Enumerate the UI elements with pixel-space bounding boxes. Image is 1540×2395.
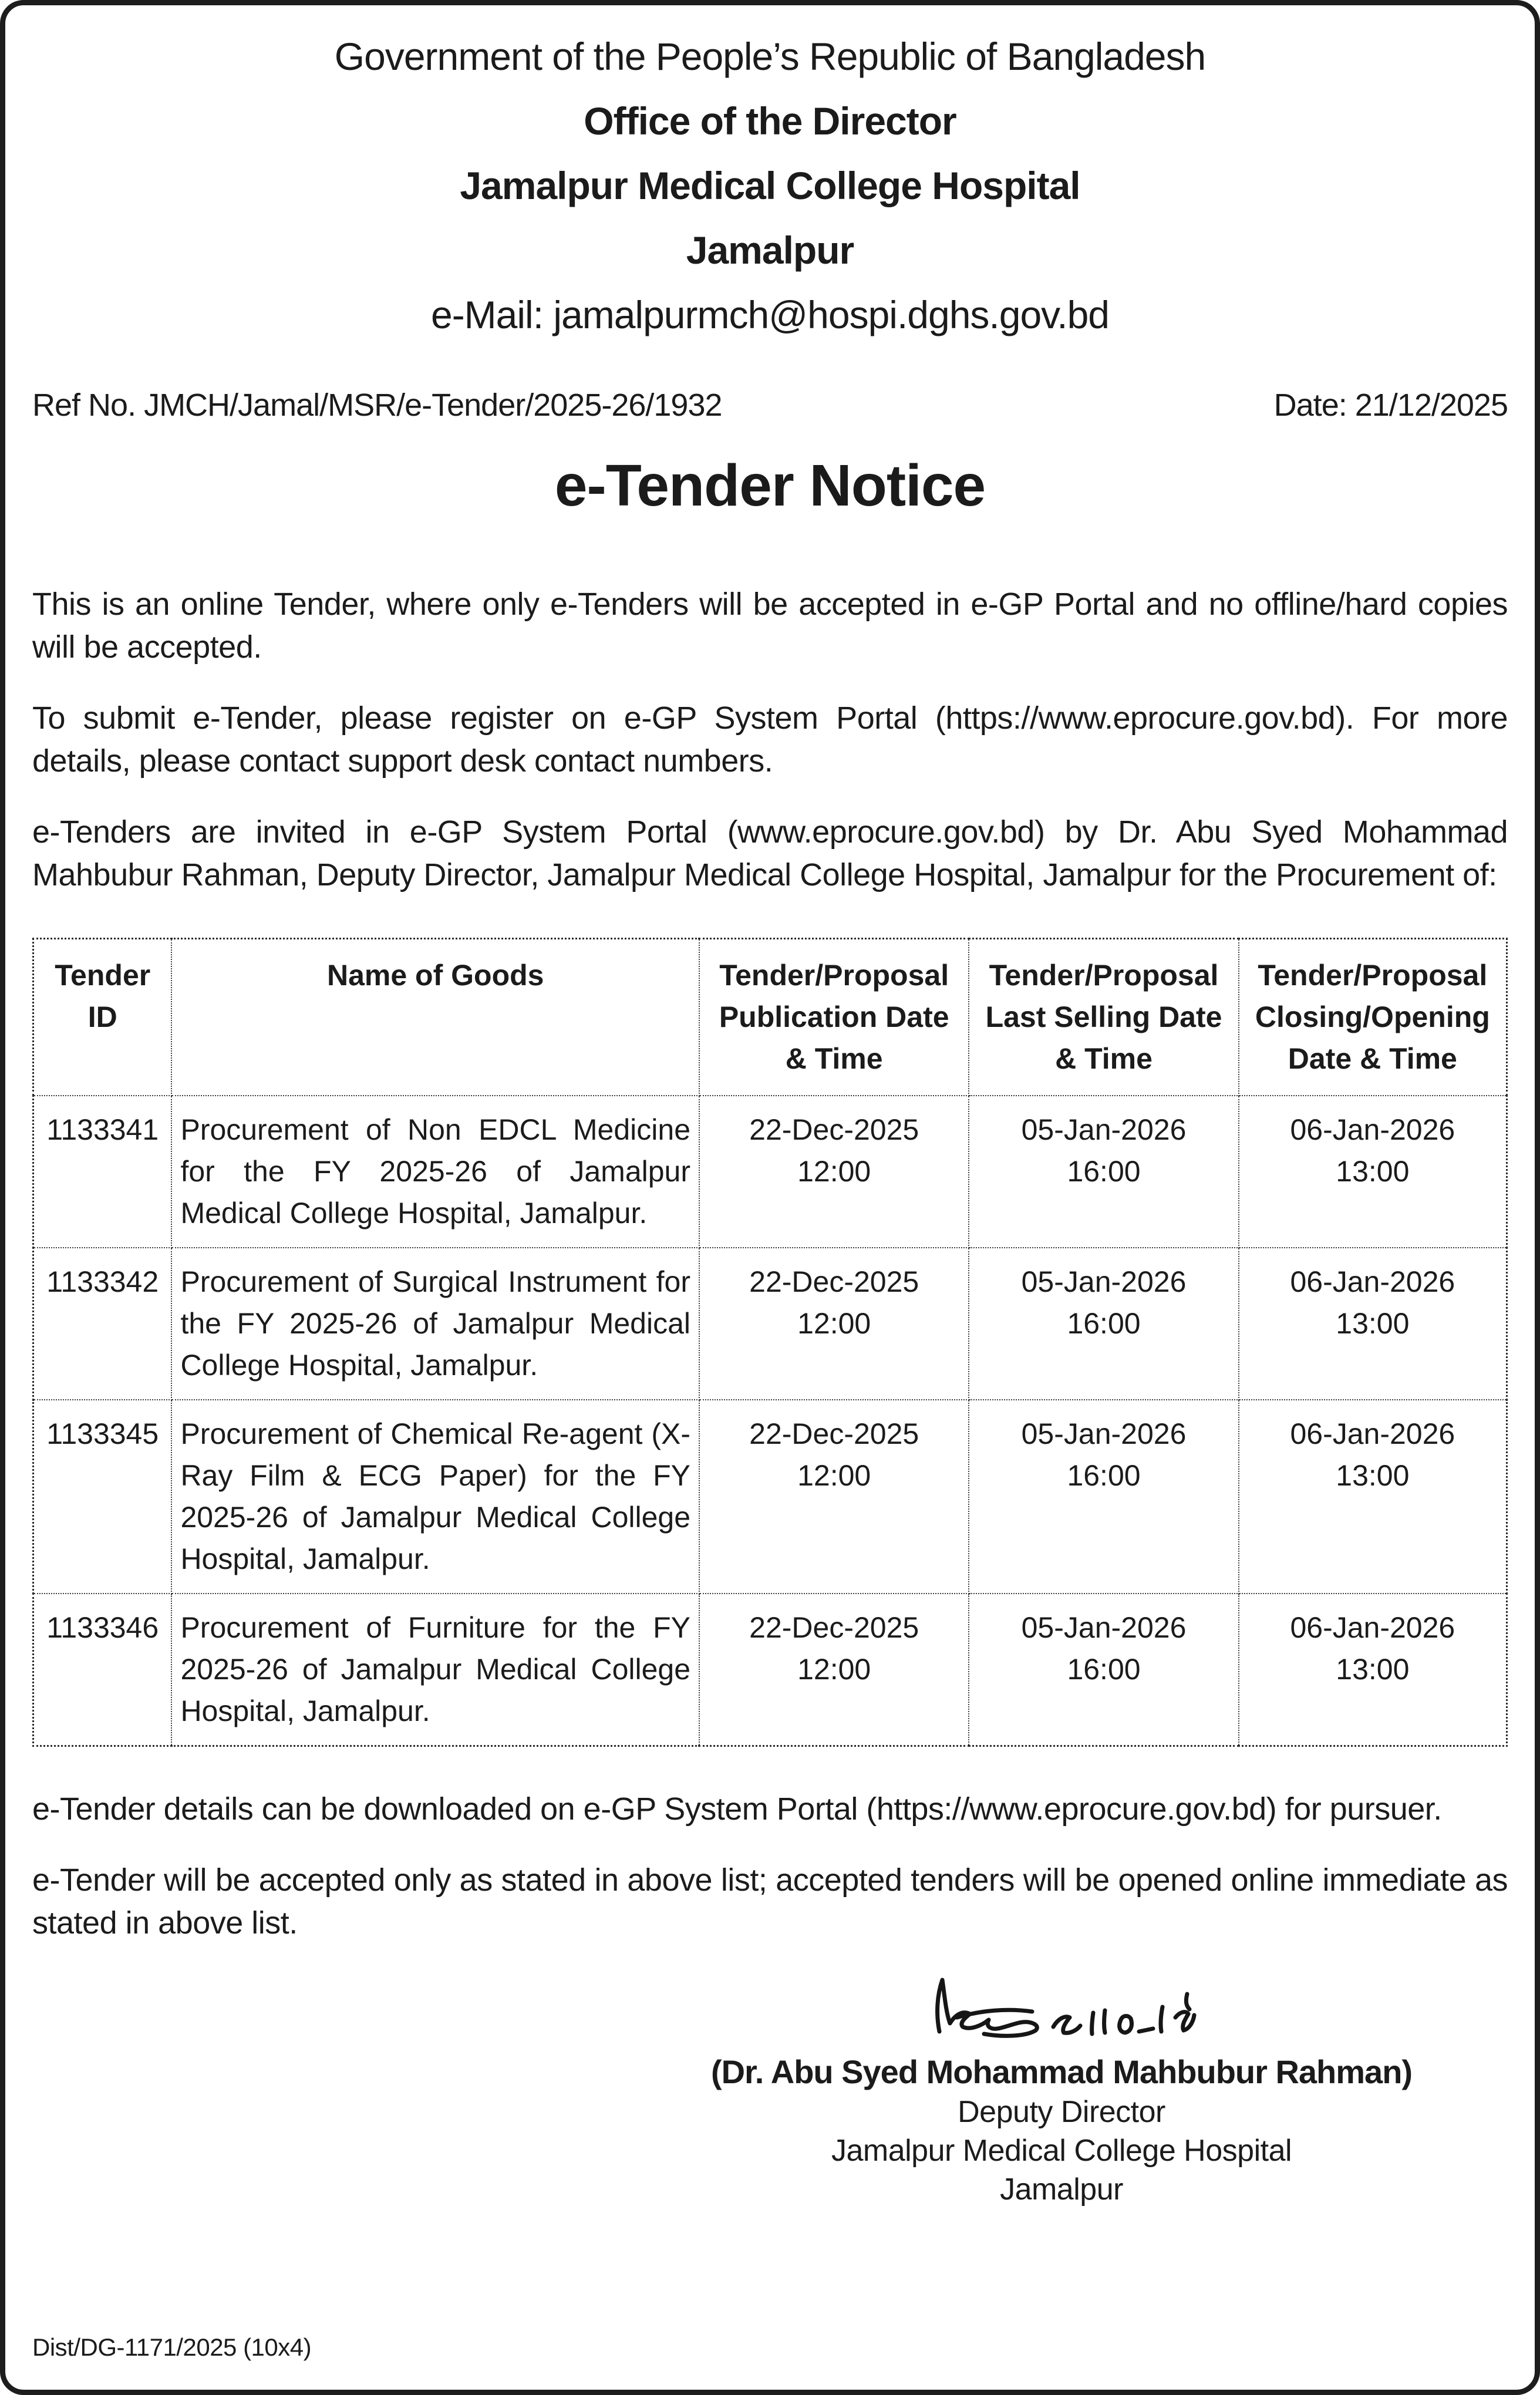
closing-paragraph-2: e-Tender will be accepted only as stated in above list; accepted tenders will be opened online immediate as stated in above list. xyxy=(32,1862,1508,1941)
goods-description: Procurement of Furniture for the FY 2025-26 of Jamalpur Medical College Hospital, Jamalpur. xyxy=(171,1594,699,1746)
publication-datetime xyxy=(699,1594,969,1746)
tender-id: 1133346 xyxy=(33,1594,172,1746)
tender-id: 1133341 xyxy=(33,1096,172,1248)
table-row xyxy=(33,1096,1507,1248)
goods-description: Procurement of Chemical Re-agent (X-Ray Film & ECG Paper) for the FY 2025-26 of Jamalpur Medical College Hospital, Jamalpur. xyxy=(171,1400,699,1594)
email-line: e-Mail: jamalpurmch@hospi.dghs.gov.bd xyxy=(431,293,1109,336)
last-selling-time: 16:00 xyxy=(1067,1459,1141,1492)
signature-scribble-icon xyxy=(926,1975,1197,2040)
closing-opening-datetime xyxy=(1239,1248,1507,1400)
col-header-name-of-goods: Name of Goods xyxy=(171,939,699,1096)
hospital-line: Jamalpur Medical College Hospital xyxy=(460,164,1080,207)
closing-opening-datetime xyxy=(1239,1096,1507,1248)
page-title: e-Tender Notice xyxy=(554,453,986,518)
table-row xyxy=(33,1248,1507,1400)
signatory-organization: Jamalpur Medical College Hospital xyxy=(831,2134,1292,2168)
signatory-place: Jamalpur xyxy=(1000,2172,1123,2207)
last-selling-date: 05-Jan-2026 xyxy=(1021,1113,1187,1146)
closing-time: 13:00 xyxy=(1336,1653,1410,1686)
col-header-last-selling: Tender/Proposal Last Selling Date & Time xyxy=(969,939,1238,1096)
tender-table xyxy=(32,938,1508,1747)
ref-number: Ref No. JMCH/Jamal/MSR/e-Tender/2025-26/1932 xyxy=(32,388,722,423)
intro-paragraph-2: To submit e-Tender, please register on e-GP System Portal (https://www.eprocure.gov.bd). For more details, please contact support desk contact numbers. xyxy=(32,700,1508,779)
closing-paragraph-1: e-Tender details can be downloaded on e-GP System Portal (https://www.eprocure.gov.bd) for pursuer. xyxy=(32,1791,1442,1827)
intro-paragraph-1: This is an online Tender, where only e-Tenders will be accepted in e-GP Portal and no offline/hard copies will be accepted. xyxy=(32,587,1508,665)
goods-description: Procurement of Non EDCL Medicine for the FY 2025-26 of Jamalpur Medical College Hospital, Jamalpur. xyxy=(171,1096,699,1248)
publication-datetime xyxy=(699,1096,969,1248)
publication-time: 12:00 xyxy=(797,1307,871,1340)
col-header-closing-opening: Tender/Proposal Closing/Opening Date & Time xyxy=(1239,939,1507,1096)
publication-date: 22-Dec-2025 xyxy=(749,1417,919,1450)
closing-date: 06-Jan-2026 xyxy=(1290,1417,1455,1450)
publication-datetime xyxy=(699,1400,969,1594)
intro-paragraph-3: e-Tenders are invited in e-GP System Portal (www.eprocure.gov.bd) by Dr. Abu Syed Mohammad Mahbubur Rahman, Deputy Director, Jamalpur Medical College Hospital, Jamalpur for the Procurement of: xyxy=(32,814,1508,892)
closing-opening-datetime xyxy=(1239,1594,1507,1746)
table-row xyxy=(33,1400,1507,1594)
office-line: Office of the Director xyxy=(584,99,956,143)
col-header-publication: Tender/Proposal Publication Date & Time xyxy=(699,939,969,1096)
reference-row xyxy=(32,388,1508,422)
col-header-tender-id: Tender ID xyxy=(33,939,172,1096)
last-selling-date: 05-Jan-2026 xyxy=(1021,1265,1187,1298)
tender-id: 1133342 xyxy=(33,1248,172,1400)
closing-date: 06-Jan-2026 xyxy=(1290,1265,1455,1298)
publication-date: 22-Dec-2025 xyxy=(749,1265,919,1298)
publication-datetime xyxy=(699,1248,969,1400)
closing-opening-datetime xyxy=(1239,1400,1507,1594)
closing-date: 06-Jan-2026 xyxy=(1290,1611,1455,1644)
publication-date: 22-Dec-2025 xyxy=(749,1611,919,1644)
publication-time: 12:00 xyxy=(797,1155,871,1188)
signatory-title: Deputy Director xyxy=(958,2095,1165,2129)
table-row xyxy=(33,1594,1507,1746)
letterhead xyxy=(32,5,1508,334)
signature-block xyxy=(651,1975,1472,2209)
goods-description: Procurement of Surgical Instrument for the FY 2025-26 of Jamalpur Medical College Hospital, Jamalpur. xyxy=(171,1248,699,1400)
closing-date: 06-Jan-2026 xyxy=(1290,1113,1455,1146)
issue-date: Date: 21/12/2025 xyxy=(1273,388,1508,423)
last-selling-time: 16:00 xyxy=(1067,1307,1141,1340)
last-selling-datetime xyxy=(969,1400,1238,1594)
city-line: Jamalpur xyxy=(686,228,854,272)
last-selling-datetime xyxy=(969,1594,1238,1746)
table-header-row xyxy=(33,939,1507,1096)
distribution-code: Dist/DG-1171/2025 (10x4) xyxy=(32,2333,312,2361)
last-selling-date: 05-Jan-2026 xyxy=(1021,1417,1187,1450)
last-selling-time: 16:00 xyxy=(1067,1155,1141,1188)
tender-id: 1133345 xyxy=(33,1400,172,1594)
signatory-name: (Dr. Abu Syed Mohammad Mahbubur Rahman) xyxy=(710,2053,1413,2090)
last-selling-date: 05-Jan-2026 xyxy=(1021,1611,1187,1644)
closing-time: 13:00 xyxy=(1336,1307,1410,1340)
last-selling-time: 16:00 xyxy=(1067,1653,1141,1686)
publication-time: 12:00 xyxy=(797,1653,871,1686)
last-selling-datetime xyxy=(969,1096,1238,1248)
closing-time: 13:00 xyxy=(1336,1459,1410,1492)
publication-time: 12:00 xyxy=(797,1459,871,1492)
closing-time: 13:00 xyxy=(1336,1155,1410,1188)
last-selling-datetime xyxy=(969,1248,1238,1400)
government-line: Government of the People’s Republic of Bangladesh xyxy=(334,35,1206,78)
publication-date: 22-Dec-2025 xyxy=(749,1113,919,1146)
